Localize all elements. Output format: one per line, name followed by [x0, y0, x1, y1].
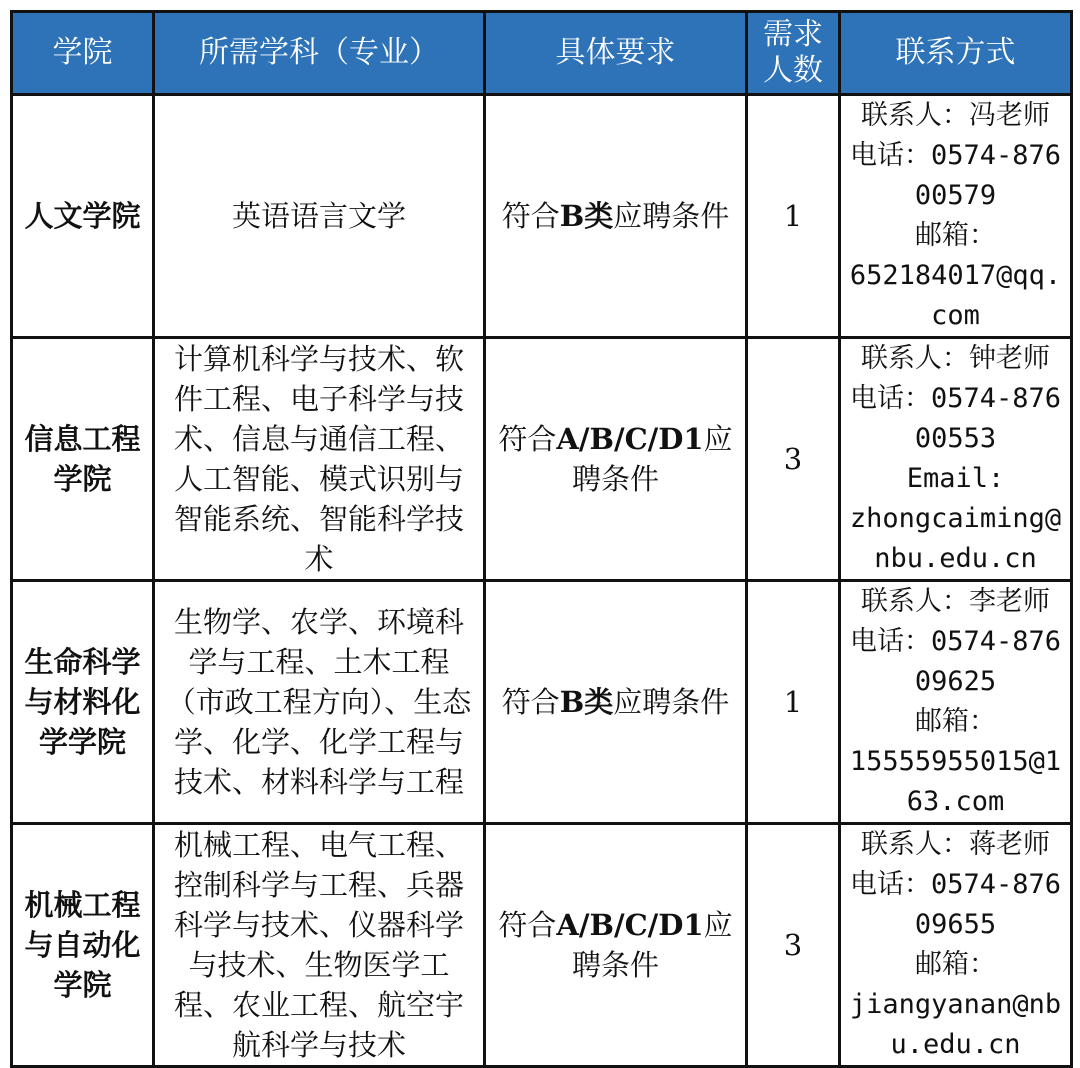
req-category: B类: [559, 685, 614, 719]
contact-person: 联系人：冯老师: [861, 100, 1050, 131]
req-suffix: 应聘条件: [571, 422, 733, 496]
req-category: B类: [559, 199, 614, 233]
contact-email: jiangyanan@nbu.edu.cn: [849, 989, 1062, 1060]
count-cell: 3: [747, 824, 840, 1067]
req-prefix: 符合: [501, 685, 560, 719]
college-cell: 信息工程学院: [12, 338, 154, 581]
count-cell: 3: [747, 338, 840, 581]
college-cell: 机械工程与自动化学院: [12, 824, 154, 1067]
requirements-cell: [485, 824, 747, 1067]
req-prefix: 符合: [498, 422, 557, 456]
contact-phone: 电话：0574-87600579: [849, 140, 1062, 211]
req-category: A/B/C/D1: [556, 908, 704, 942]
subjects-cell: 生物学、农学、环境科学与工程、土木工程（市政工程方向）、生态学、化学、化学工程与技术、材料科学与工程: [154, 581, 485, 824]
header-count: 需求人数: [747, 12, 840, 95]
contact-person: 联系人：蒋老师: [861, 829, 1050, 860]
req-prefix: 符合: [501, 199, 560, 233]
contact-email: 15555955015@163.com: [849, 746, 1062, 817]
college-cell: 生命科学与材料化学学院: [12, 581, 154, 824]
contact-person: 联系人：李老师: [861, 586, 1050, 617]
contact-email-label: 邮箱：: [915, 220, 996, 251]
subjects-cell: 计算机科学与技术、软件工程、电子科学与技术、信息与通信工程、人工智能、模式识别与智能系统、智能科学技术: [154, 338, 485, 581]
header-college: 学院: [12, 12, 154, 95]
table-row: [12, 824, 1072, 1067]
subjects-cell: 机械工程、电气工程、控制科学与工程、兵器科学与技术、仪器科学与技术、生物医学工程、农业工程、航空宇航科学与技术: [154, 824, 485, 1067]
college-cell: 人文学院: [12, 95, 154, 338]
contact-phone: 电话：0574-87609655: [849, 869, 1062, 940]
contact-cell: [840, 95, 1072, 338]
contact-person: 联系人：钟老师: [861, 343, 1050, 374]
req-suffix: 应聘条件: [613, 199, 730, 233]
contact-email-label: Email:: [906, 463, 1005, 494]
subjects-cell: 英语语言文学: [154, 95, 485, 338]
contact-cell: [840, 581, 1072, 824]
req-prefix: 符合: [498, 908, 557, 942]
contact-cell: [840, 338, 1072, 581]
header-requirements: 具体要求: [485, 12, 747, 95]
req-suffix: 应聘条件: [613, 685, 730, 719]
contact-phone: 电话：0574-87609625: [849, 626, 1062, 697]
req-category: A/B/C/D1: [556, 422, 704, 456]
count-cell: 1: [747, 581, 840, 824]
requirements-cell: [485, 581, 747, 824]
table-row: [12, 95, 1072, 338]
contact-email: 652184017@qq.com: [849, 260, 1062, 331]
table-row: [12, 338, 1072, 581]
req-suffix: 应聘条件: [571, 908, 733, 982]
contact-email-label: 邮箱：: [915, 949, 996, 980]
header-contact: 联系方式: [840, 12, 1072, 95]
recruitment-table: [10, 10, 1073, 1068]
requirements-cell: [485, 95, 747, 338]
count-cell: 1: [747, 95, 840, 338]
header-subjects: 所需学科（专业）: [154, 12, 485, 95]
contact-phone: 电话：0574-87600553: [849, 383, 1062, 454]
table-row: [12, 581, 1072, 824]
contact-cell: [840, 824, 1072, 1067]
contact-email: zhongcaiming@nbu.edu.cn: [849, 503, 1062, 574]
header-row: [12, 12, 1072, 95]
requirements-cell: [485, 338, 747, 581]
contact-email-label: 邮箱：: [915, 706, 996, 737]
